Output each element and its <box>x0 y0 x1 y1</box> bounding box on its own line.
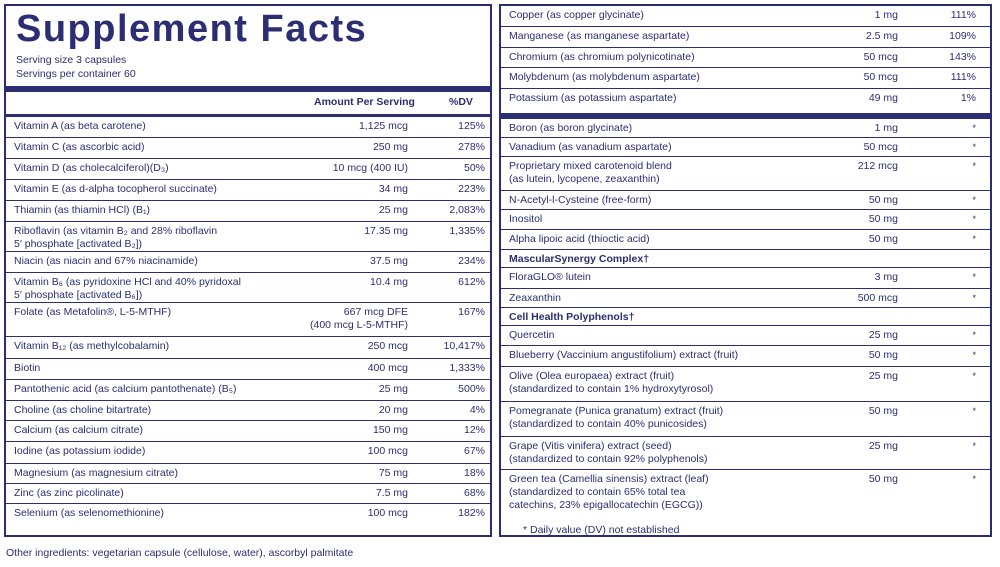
daily-value: 1% <box>960 92 976 104</box>
amount-line: 25 mg <box>868 329 898 341</box>
nutrient-name <box>509 71 700 84</box>
nutrient-row <box>501 27 990 48</box>
amount-line: 25 mg <box>378 383 408 395</box>
nutrient-name-line: 5′ phosphate [activated B₆]) <box>14 289 143 301</box>
nutrient-name-line: Choline (as choline bitartrate) <box>14 404 152 416</box>
nutrient-name <box>14 183 217 196</box>
nutrient-name <box>509 473 709 512</box>
amount-per-serving <box>368 340 408 353</box>
daily-value: 1,333% <box>449 362 485 374</box>
daily-value: 68% <box>463 487 485 499</box>
amount-line: 10.4 mg <box>370 276 408 288</box>
amount-per-serving <box>370 276 408 289</box>
daily-value: 125% <box>458 120 485 132</box>
nutrient-name <box>509 194 651 207</box>
nutrient-row <box>6 401 490 421</box>
nutrient-row <box>501 191 990 210</box>
daily-value: 111% <box>950 71 976 83</box>
nutrient-name <box>509 9 644 22</box>
nutrient-name-line: Folate (as Metafolin®, L-5-MTHF) <box>14 306 172 318</box>
nutrient-row <box>6 359 490 380</box>
nutrient-name <box>14 467 178 480</box>
amount-line: 10 mcg (400 IU) <box>332 162 408 174</box>
amount-per-serving <box>368 445 408 458</box>
amount-line: 2.5 mg <box>865 30 898 42</box>
left-nutrient-table <box>6 117 490 525</box>
amount-per-serving <box>359 120 408 133</box>
amount-per-serving <box>333 162 408 175</box>
header-divider <box>6 86 490 92</box>
nutrient-name <box>14 362 40 375</box>
amount-per-serving <box>376 487 408 500</box>
amount-line: 37.5 mg <box>370 255 408 267</box>
section-heading: Cell Health Polyphenols† <box>509 311 635 323</box>
nutrient-row <box>501 68 990 89</box>
daily-value: 50% <box>463 162 485 174</box>
nutrient-name <box>14 487 124 500</box>
nutrient-name <box>14 141 145 154</box>
daily-value: * <box>972 474 976 484</box>
nutrient-name-line: Calcium (as calcium citrate) <box>14 424 143 436</box>
nutrient-name-line: Blueberry (Vaccinium angustifolium) extract (fruit) <box>509 349 739 361</box>
nutrient-name <box>509 51 695 64</box>
section-heading: MascularSynergy Complex† <box>509 253 650 265</box>
nutrient-name <box>14 383 237 396</box>
amount-per-serving <box>869 213 898 226</box>
amount-line: 1,125 mcg <box>358 120 408 132</box>
daily-value: 12% <box>463 424 485 436</box>
nutrient-name-line: (as lutein, lycopene, zeaxanthin) <box>509 173 660 185</box>
nutrient-name-line: Selenium (as selenomethionine) <box>14 507 164 519</box>
nutrient-name-line: Vitamin B₆ (as pyridoxine HCl and 40% pyridoxal <box>14 276 241 288</box>
dv-header: %DV <box>449 96 473 108</box>
amount-line: 50 mcg <box>863 141 898 153</box>
nutrient-row <box>501 230 990 250</box>
nutrient-name <box>14 276 241 302</box>
nutrient-name <box>509 329 555 342</box>
nutrient-name <box>509 405 723 431</box>
amount-line: 100 mcg <box>367 445 408 457</box>
nutrient-name-line: FloraGLO® lutein <box>509 271 591 283</box>
daily-value: 182% <box>458 507 485 519</box>
amount-per-serving <box>373 424 408 437</box>
nutrient-name-line: Magnesium (as magnesium citrate) <box>14 467 178 479</box>
nutrient-name-line: Copper (as copper glycinate) <box>509 9 644 21</box>
right-panel <box>499 4 992 537</box>
amount-line: 50 mg <box>868 233 898 245</box>
nutrient-row <box>6 222 490 252</box>
section-heading-row <box>501 250 990 268</box>
nutrient-name-line: Thiamin (as thiamin HCl) (B₁) <box>14 204 150 216</box>
daily-value: 500% <box>458 383 485 395</box>
amount-line: 25 mg <box>868 440 898 452</box>
amount-line: 150 mg <box>372 424 408 436</box>
daily-value: 234% <box>458 255 485 267</box>
amount-per-serving <box>373 141 408 154</box>
daily-value: * <box>972 406 976 416</box>
amount-per-serving <box>869 92 898 105</box>
nutrient-name <box>14 162 169 175</box>
amount-line: 50 mcg <box>863 51 898 63</box>
daily-value: 167% <box>458 306 485 318</box>
amount-per-serving <box>869 405 898 418</box>
nutrient-row <box>501 326 990 346</box>
nutrient-name <box>14 507 164 520</box>
amount-per-serving <box>875 271 898 284</box>
nutrient-name-line: Chromium (as chromium polynicotinate) <box>509 51 695 63</box>
nutrient-row <box>6 421 490 442</box>
nutrient-name-line: Riboflavin (as vitamin B₂ and 28% riboflavin <box>14 225 218 237</box>
amount-per-serving <box>379 204 408 217</box>
nutrient-name-line: (standardized to contain 65% total tea <box>509 486 686 498</box>
nutrient-name <box>509 271 591 284</box>
nutrient-row <box>501 437 990 470</box>
nutrient-name-line: Proprietary mixed carotenoid blend <box>509 160 672 172</box>
nutrient-row <box>6 117 490 138</box>
nutrient-row <box>501 346 990 367</box>
amount-line: 20 mg <box>378 404 408 416</box>
daily-value: * <box>972 214 976 224</box>
amount-per-serving <box>869 194 898 207</box>
nutrient-row <box>6 464 490 484</box>
amount-per-serving <box>310 306 408 332</box>
amount-per-serving <box>869 440 898 453</box>
nutrient-name-line: Vitamin C (as ascorbic acid) <box>14 141 145 153</box>
nutrient-row <box>6 252 490 273</box>
nutrient-row <box>6 159 490 180</box>
nutrient-name <box>509 122 632 135</box>
daily-value: 612% <box>458 276 485 288</box>
other-nutrients-table <box>501 119 990 514</box>
amount-line: (400 mcg L-5-MTHF) <box>309 319 408 331</box>
nutrient-row <box>501 119 990 138</box>
daily-value: 109% <box>949 30 976 42</box>
servings-per-container: Servings per container 60 <box>16 68 136 80</box>
minerals-table <box>501 6 990 109</box>
nutrient-name-line: Pantothenic acid (as calcium pantothenate) (B₅) <box>14 383 237 395</box>
amount-line: 50 mg <box>868 194 898 206</box>
nutrient-row <box>501 402 990 437</box>
daily-value: * <box>972 441 976 451</box>
amount-per-serving <box>379 383 408 396</box>
nutrient-name <box>14 340 169 353</box>
section-heading-row <box>501 308 990 326</box>
amount-per-serving <box>869 349 898 362</box>
amount-per-serving <box>875 9 898 22</box>
nutrient-row <box>6 303 490 337</box>
dv-footnote: * Daily value (DV) not established <box>523 524 680 536</box>
nutrient-name-line: Zinc (as zinc picolinate) <box>14 487 124 499</box>
daily-value: * <box>972 371 976 381</box>
daily-value: * <box>972 330 976 340</box>
amount-line: 50 mg <box>868 349 898 361</box>
nutrient-name <box>14 306 171 319</box>
amount-line: 50 mg <box>868 405 898 417</box>
amount-per-serving <box>379 183 408 196</box>
daily-value: * <box>972 272 976 282</box>
nutrient-name <box>509 370 713 396</box>
amount-header: Amount Per Serving <box>314 96 415 108</box>
nutrient-name-line: Quercetin <box>509 329 555 341</box>
nutrient-name-line: Iodine (as potassium iodide) <box>14 445 146 457</box>
amount-per-serving <box>869 370 898 383</box>
amount-per-serving <box>368 507 408 520</box>
daily-value: 278% <box>458 141 485 153</box>
nutrient-name-line: Boron (as boron glycinate) <box>509 122 633 134</box>
nutrient-row <box>6 380 490 401</box>
daily-value: 1,335% <box>449 225 485 237</box>
nutrient-name-line: Vitamin E (as d-alpha tocopherol succinate) <box>14 183 217 195</box>
daily-value: * <box>972 350 976 360</box>
amount-per-serving <box>864 51 898 64</box>
nutrient-name-line: Olive (Olea europaea) extract (fruit) <box>509 370 675 382</box>
nutrient-name <box>14 445 145 458</box>
nutrient-row <box>501 210 990 230</box>
nutrient-name-line: Vitamin B₁₂ (as methylcobalamin) <box>14 340 170 352</box>
daily-value: * <box>972 161 976 171</box>
daily-value: 111% <box>950 9 976 21</box>
amount-line: 75 mg <box>378 467 408 479</box>
amount-per-serving <box>869 233 898 246</box>
amount-line: 1 mg <box>874 122 898 134</box>
nutrient-row <box>6 484 490 504</box>
nutrient-name-line: (standardized to contain 40% punicosides) <box>509 418 707 430</box>
amount-line: 25 mg <box>378 204 408 216</box>
nutrient-name-line: Potassium (as potassium aspartate) <box>509 92 677 104</box>
amount-per-serving <box>364 225 408 238</box>
daily-value: * <box>972 195 976 205</box>
amount-line: 25 mg <box>868 370 898 382</box>
nutrient-name-line: Zeaxanthin <box>509 292 561 304</box>
amount-per-serving <box>368 362 408 375</box>
nutrient-name <box>509 160 672 186</box>
nutrient-name-line: Niacin (as niacin and 67% niacinamide) <box>14 255 198 267</box>
nutrient-name-line: (standardized to contain 1% hydroxytyrosol) <box>509 383 714 395</box>
nutrient-name-line: Molybdenum (as molybdenum aspartate) <box>509 71 700 83</box>
nutrient-name <box>509 440 707 466</box>
nutrient-row <box>6 337 490 359</box>
daily-value: * <box>972 234 976 244</box>
nutrient-name <box>509 213 542 226</box>
nutrient-name <box>509 30 689 43</box>
amount-per-serving <box>858 160 898 173</box>
left-panel <box>4 4 492 537</box>
nutrient-row <box>501 470 990 514</box>
nutrient-row <box>501 157 990 191</box>
nutrient-name <box>509 92 677 105</box>
amount-line: 34 mg <box>378 183 408 195</box>
amount-per-serving <box>370 255 408 268</box>
amount-line: 100 mcg <box>367 507 408 519</box>
nutrient-row <box>6 180 490 201</box>
nutrient-row <box>501 48 990 68</box>
amount-per-serving <box>864 141 898 154</box>
daily-value: * <box>972 293 976 303</box>
daily-value: * <box>972 123 976 133</box>
nutrient-name <box>14 404 151 417</box>
amount-line: 50 mcg <box>863 71 898 83</box>
nutrient-row <box>501 367 990 402</box>
nutrient-row <box>501 268 990 289</box>
amount-line: 3 mg <box>874 271 898 283</box>
amount-per-serving <box>864 71 898 84</box>
daily-value: 223% <box>458 183 485 195</box>
amount-line: 250 mcg <box>367 340 408 352</box>
amount-line: 500 mcg <box>857 292 898 304</box>
daily-value: 143% <box>949 51 976 63</box>
amount-line: 49 mg <box>868 92 898 104</box>
nutrient-name-line: Manganese (as manganese aspartate) <box>509 30 690 42</box>
nutrient-name <box>509 141 672 154</box>
amount-per-serving <box>869 329 898 342</box>
amount-line: 50 mg <box>868 213 898 225</box>
amount-line: 50 mg <box>868 473 898 485</box>
nutrient-row <box>6 273 490 303</box>
nutrient-name <box>509 233 650 246</box>
nutrient-name-line: Inositol <box>509 213 543 225</box>
nutrient-row <box>501 289 990 308</box>
nutrient-row <box>501 89 990 109</box>
nutrient-name <box>14 424 143 437</box>
nutrient-name <box>14 204 150 217</box>
amount-line: 250 mg <box>372 141 408 153</box>
nutrient-name-line: Vitamin A (as beta carotene) <box>14 120 146 132</box>
nutrient-row <box>501 6 990 27</box>
nutrient-name-line: catechins, 23% epigallocatechin (EGCG)) <box>509 499 703 511</box>
nutrient-name <box>509 292 561 305</box>
amount-line: 17.35 mg <box>364 225 408 237</box>
amount-line: 400 mcg <box>367 362 408 374</box>
amount-per-serving <box>875 122 898 135</box>
daily-value: 4% <box>469 404 485 416</box>
nutrient-row <box>6 201 490 222</box>
nutrient-name-line: Green tea (Camellia sinensis) extract (leaf) <box>509 473 709 485</box>
nutrient-name <box>14 255 198 268</box>
nutrient-name-line: Vitamin D (as cholecalciferol)(D₃) <box>14 162 169 174</box>
amount-per-serving <box>869 473 898 486</box>
amount-line: 667 mcg DFE <box>343 306 408 318</box>
amount-per-serving <box>379 467 408 480</box>
nutrient-row <box>501 138 990 157</box>
nutrient-name-line: Grape (Vitis vinifera) extract (seed) <box>509 440 672 452</box>
panel-title: Supplement Facts <box>16 8 368 50</box>
daily-value: 67% <box>463 445 485 457</box>
daily-value: 18% <box>463 467 485 479</box>
amount-per-serving <box>858 292 898 305</box>
amount-per-serving <box>379 404 408 417</box>
nutrient-name <box>14 120 146 133</box>
daily-value: * <box>972 142 976 152</box>
amount-per-serving <box>866 30 898 43</box>
daily-value: 10,417% <box>443 340 485 352</box>
amount-line: 7.5 mg <box>375 487 408 499</box>
nutrient-name-line: Vanadium (as vanadium aspartate) <box>509 141 672 153</box>
nutrient-name <box>14 225 217 251</box>
other-ingredients: Other ingredients: vegetarian capsule (cellulose, water), ascorbyl palmitate <box>6 547 354 559</box>
nutrient-name-line: N-Acetyl-l-Cysteine (free-form) <box>509 194 652 206</box>
nutrient-name <box>509 349 738 362</box>
amount-line: 1 mg <box>874 9 898 21</box>
daily-value: 2,083% <box>449 204 485 216</box>
nutrient-name-line: Alpha lipoic acid (thioctic acid) <box>509 233 650 245</box>
nutrient-row <box>6 442 490 464</box>
nutrient-name-line: (standardized to contain 92% polyphenols) <box>509 453 708 465</box>
nutrient-name-line: 5′ phosphate [activated B₂]) <box>14 238 143 250</box>
nutrient-name-line: Biotin <box>14 362 41 374</box>
nutrient-row <box>6 138 490 159</box>
serving-size: Serving size 3 capsules <box>16 54 127 66</box>
amount-line: 212 mcg <box>857 160 898 172</box>
nutrient-row <box>6 504 490 525</box>
nutrient-name-line: Pomegranate (Punica granatum) extract (fruit) <box>509 405 724 417</box>
